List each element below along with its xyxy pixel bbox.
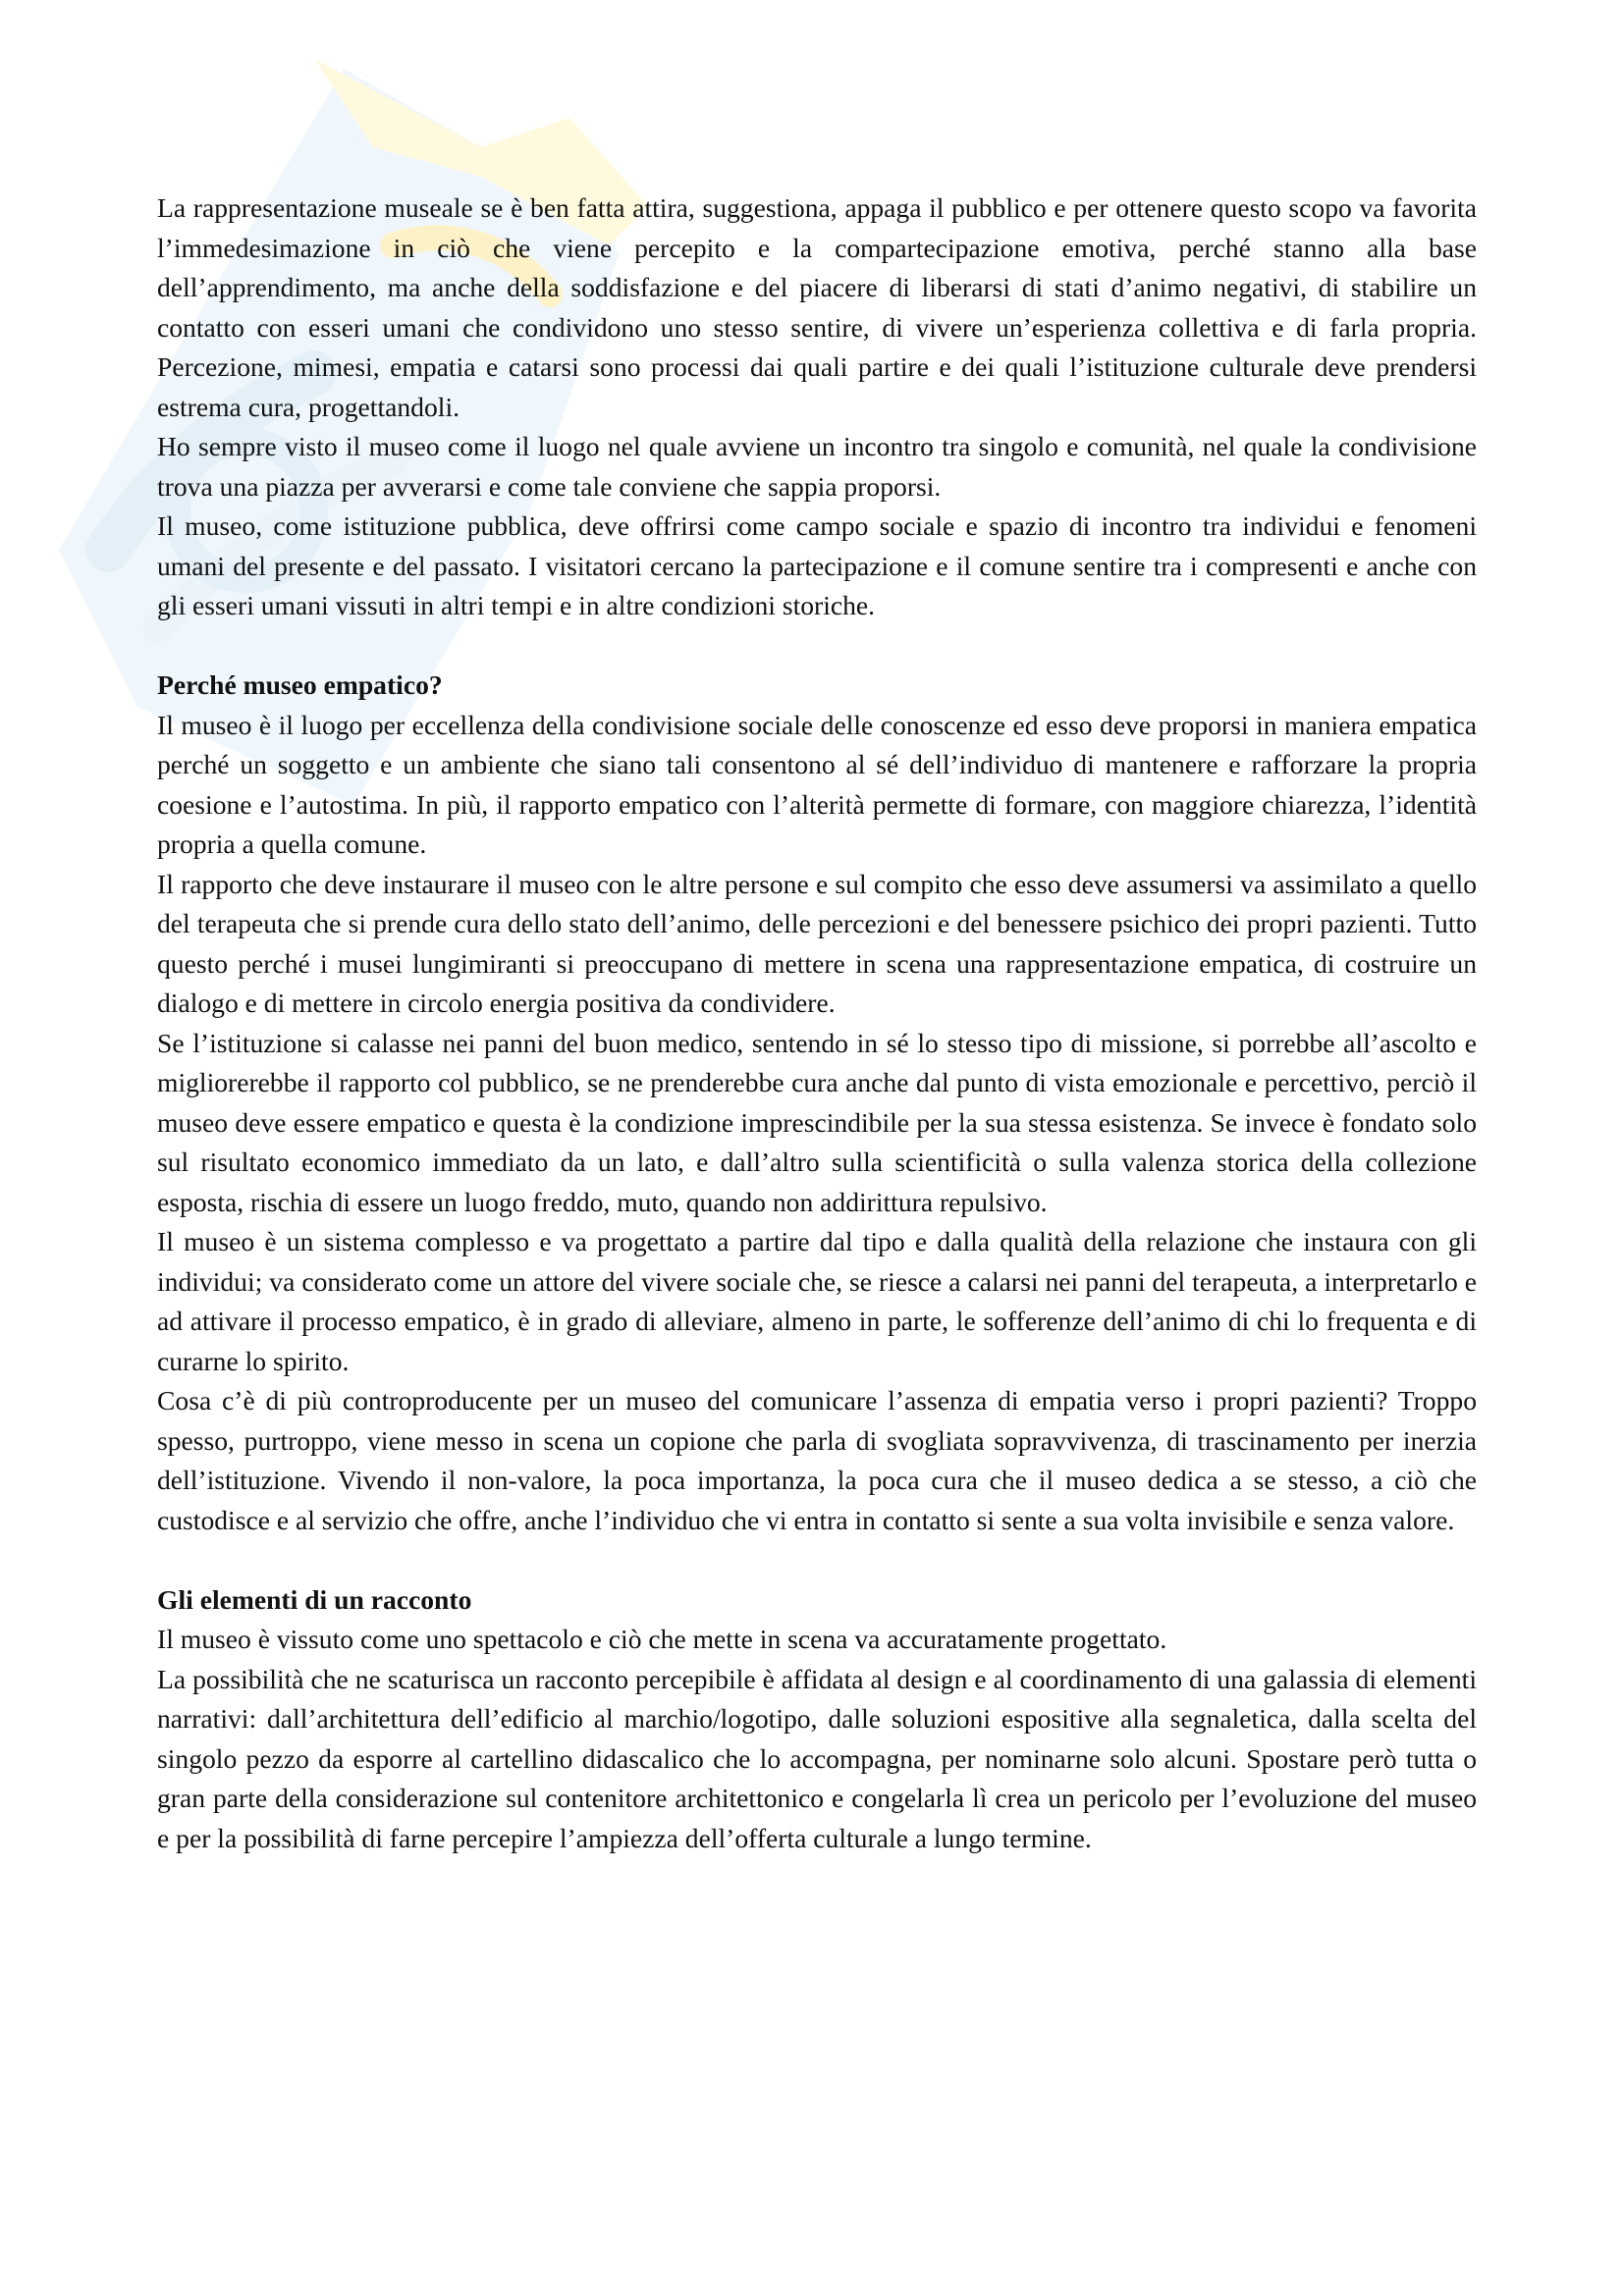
paragraph: La rappresentazione museale se è ben fatta attira, suggestiona, appaga il pubblico e per ottenere questo scopo va favorita l’immedesimazione in ciò che viene percepito e la compartecipazione emotiva, perché stanno alla base dell’apprendimento, ma anche della soddisfazione e del piacere di liberarsi di stati d’animo negativi, di stabilire un contatto con esseri umani che condividono uno stesso sentire, di vivere un’esperienza collettiva e di farla propria. Percezione, mimesi, empatia e catarsi sono processi dai quali partire e dei quali l’istituzione culturale deve prendersi estrema cura, progettandoli. — [157, 192, 1477, 422]
paragraph: La possibilità che ne scaturisca un racconto percepibile è affidata al design e al coordinamento di una galassia di elementi narrativi: dall’architettura dell’edificio al marchio/logotipo, dalle soluzioni espositive alla segnaletica, dalla scelta del singolo pezzo da esporre al cartellino didascalico che lo accompagna, per nominarne solo alcuni. Spostare però tutta o gran parte della considerazione sul contenitore architettonico e congelarla lì crea un pericolo per l’evoluzione del museo e per la possibilità di farne percepire l’ampiezza dell’offerta culturale a lungo termine. — [157, 1663, 1477, 1853]
section-museo-empatico — [157, 666, 1477, 1540]
intro-section — [157, 188, 1477, 626]
paragraph: Il museo è vissuto come uno spettacolo e ciò che mette in scena va accuratamente progettato. — [157, 1624, 1167, 1654]
paragraph: Cosa c’è di più controproducente per un museo del comunicare l’assenza di empatia verso i propri pazienti? Troppo spesso, purtroppo, viene messo in scena un copione che parla di svogliata sopravvivenza, di trascinamento per inerzia dell’istituzione. Vivendo il non-valore, la poca importanza, la poca cura che il museo dedica a se stesso, a ciò che custodisce e al servizio che offre, anche l’individuo che vi entra in contatto si sente a sua volta invisibile e senza valore. — [157, 1385, 1477, 1535]
paragraph: Ho sempre visto il museo come il luogo nel quale avviene un incontro tra singolo e comunità, nel quale la condivisione trova una piazza per avverarsi e come tale conviene che sappia proporsi. — [157, 431, 1477, 502]
document-body — [157, 188, 1477, 1858]
paragraph: Il museo, come istituzione pubblica, deve offrirsi come campo sociale e spazio di incontro tra individui e fenomeni umani del presente e del passato. I visitatori cercano la partecipazione e il comune sentire tra i compresenti e anche con gli esseri umani vissuti in altri tempi e in altre condizioni storiche. — [157, 510, 1477, 620]
paragraph: Se l’istituzione si calasse nei panni del buon medico, sentendo in sé lo stesso tipo di missione, si porrebbe all’ascolto e migliorerebbe il rapporto col pubblico, se ne prenderebbe cura anche dal punto di vista emozionale e percettivo, perciò il museo deve essere empatico e questa è la condizione imprescindibile per la sua stessa esistenza. Se invece è fondato solo sul risultato economico immediato da un lato, e dall’altro sulla scientificità o sulla valenza storica della collezione esposta, rischia di essere un luogo freddo, muto, quando non addirittura repulsivo. — [157, 1027, 1477, 1217]
paragraph: Il museo è un sistema complesso e va progettato a partire dal tipo e dalla qualità della relazione che instaura con gli individui; va considerato come un attore del vivere sociale che, se riesce a calarsi nei panni del terapeuta, a interpretarlo e ad attivare il processo empatico, è in grado di alleviare, almeno in parte, le sofferenze dell’animo di chi lo frequenta e di curarne lo spirito. — [157, 1226, 1477, 1376]
section-elementi-racconto — [157, 1580, 1477, 1859]
section-heading: Gli elementi di un racconto — [157, 1583, 472, 1615]
section-heading: Perché museo empatico? — [157, 669, 443, 700]
paragraph: Il museo è il luogo per eccellenza della condivisione sociale delle conoscenze ed esso deve proporsi in maniera empatica perché un soggetto e un ambiente che siano tali consentono al sé dell’individuo di mantenere e rafforzare la propria coesione e l’autostima. In più, il rapporto empatico con l’alterità permette di formare, con maggiore chiarezza, l’identità propria a quella comune. — [157, 709, 1477, 859]
paragraph: Il rapporto che deve instaurare il museo con le altre persone e sul compito che esso deve assumersi va assimilato a quello del terapeuta che si prende cura dello stato dell’animo, delle percezioni e del benessere psichico dei propri pazienti. Tutto questo perché i musei lungimiranti si preoccupano di mettere in scena una rappresentazione empatica, di costruire un dialogo e di mettere in circolo energia positiva da condividere. — [157, 868, 1477, 1018]
